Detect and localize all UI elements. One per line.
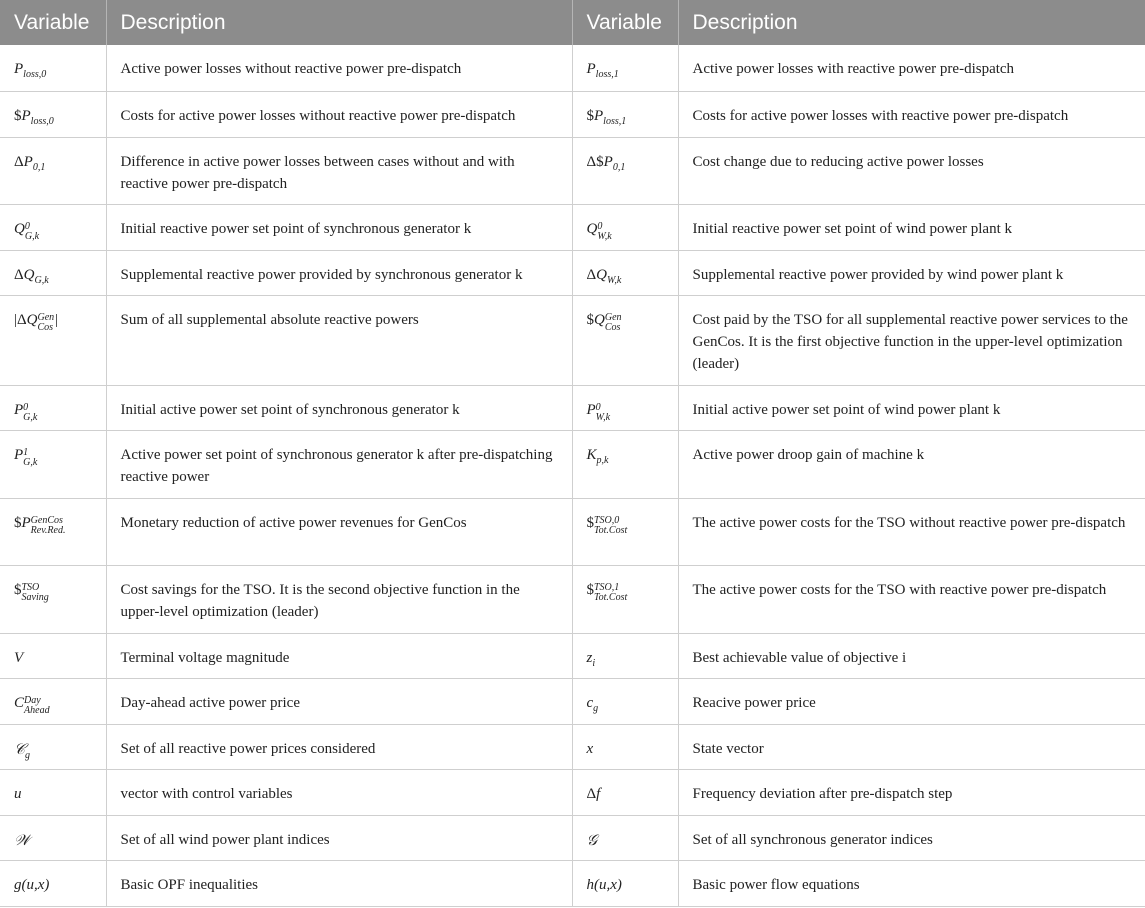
symbol-suffix: (u,x) <box>21 876 50 893</box>
symbol-superscript: Day <box>24 694 41 706</box>
symbol-prefix: $ <box>586 514 594 531</box>
description-cell: Set of all wind power plant indices <box>106 815 572 860</box>
symbol-subscript: Tot.Cost <box>594 591 628 603</box>
symbol-superscript: TSO,0 <box>594 514 620 526</box>
symbol-scripts <box>594 516 627 536</box>
symbol-base: Q <box>596 266 607 283</box>
symbol-subscript: Tot.Cost <box>594 524 628 536</box>
description-cell: Set of all reactive power prices considered <box>106 724 572 769</box>
symbol-scripts <box>597 222 611 242</box>
symbol-base: 𝒲 <box>14 830 30 849</box>
header-variable-2: Variable <box>572 0 678 45</box>
variable-cell <box>572 430 678 498</box>
symbol-base: Q <box>23 266 35 283</box>
symbol-prefix: Δ <box>14 153 24 170</box>
table-row <box>0 91 1145 137</box>
variable-cell <box>0 45 106 91</box>
variable-cell <box>0 633 106 678</box>
symbol-scripts <box>23 448 37 468</box>
symbol-subscript: loss,1 <box>603 115 627 127</box>
symbol-superscript: Gen <box>37 311 55 323</box>
symbol-prefix: $ <box>586 581 594 598</box>
description-cell: Cost savings for the TSO. It is the second objective function in the upper-level optimization (leader) <box>106 565 572 633</box>
variable-cell <box>572 91 678 137</box>
description-cell: Initial reactive power set point of wind power plant k <box>678 204 1145 250</box>
symbol-prefix: |Δ <box>14 311 27 328</box>
variable-cell <box>0 91 106 137</box>
variable-cell <box>572 385 678 430</box>
variable-cell <box>572 45 678 91</box>
variable-cell <box>0 385 106 430</box>
description-cell: Active power droop gain of machine k <box>678 430 1145 498</box>
symbol-subscript: g <box>593 702 599 714</box>
variable-cell <box>572 498 678 565</box>
description-cell: State vector <box>678 724 1145 769</box>
symbol-base: u <box>14 785 22 802</box>
description-cell: Basic power flow equations <box>678 860 1145 906</box>
symbol-prefix: Δ <box>14 266 24 283</box>
table-row <box>0 430 1145 498</box>
table-row <box>0 45 1145 91</box>
table-row <box>0 633 1145 678</box>
symbol-base: 𝒞 <box>14 739 25 758</box>
description-cell: Best achievable value of objective i <box>678 633 1145 678</box>
symbol-base: P <box>603 153 613 170</box>
header-description-2: Description <box>678 0 1145 45</box>
table-row <box>0 860 1145 906</box>
symbol-base: P <box>14 61 24 77</box>
symbol-base: P <box>21 107 31 124</box>
symbol-superscript: TSO <box>21 581 40 593</box>
variable-cell <box>0 565 106 633</box>
symbol-subscript: W,k <box>597 230 612 242</box>
symbol-superscript: 1 <box>23 446 29 458</box>
description-cell: Sum of all supplemental absolute reactive powers <box>106 295 572 385</box>
symbol-prefix: $ <box>586 311 594 328</box>
table-body <box>0 45 1145 906</box>
symbol-base: V <box>14 649 24 666</box>
symbol-base: z <box>586 649 593 666</box>
description-cell: Basic OPF inequalities <box>106 860 572 906</box>
symbol-base: P <box>21 514 31 531</box>
symbol-subscript: W,k <box>607 274 622 286</box>
symbol-subscript: i <box>592 657 596 669</box>
symbol-superscript: 0 <box>595 401 601 413</box>
symbol-prefix: Δ <box>586 266 597 283</box>
symbol-superscript: GenCos <box>30 514 63 526</box>
description-cell: Initial reactive power set point of synchronous generator k <box>106 204 572 250</box>
variable-cell <box>572 633 678 678</box>
symbol-subscript: Rev.Red. <box>30 524 66 536</box>
variable-cell <box>0 678 106 724</box>
symbol-scripts <box>596 403 610 423</box>
variable-cell <box>0 498 106 565</box>
symbol-subscript: loss,1 <box>595 69 619 80</box>
variable-cell <box>0 769 106 815</box>
symbol-base: 𝒢 <box>586 830 598 849</box>
table-header <box>0 0 1145 45</box>
table-row <box>0 565 1145 633</box>
description-cell: Costs for active power losses with reactive power pre-dispatch <box>678 91 1145 137</box>
symbol-base: P <box>586 61 596 77</box>
variable-cell <box>0 430 106 498</box>
symbol-scripts <box>25 222 39 242</box>
symbol-superscript: 0 <box>23 401 29 413</box>
variable-cell <box>0 250 106 295</box>
header-variable-1: Variable <box>0 0 106 45</box>
symbol-base: Q <box>586 220 598 237</box>
symbol-base: Q <box>594 311 605 328</box>
variable-cell <box>0 137 106 204</box>
symbol-base: Q <box>14 220 25 237</box>
symbol-prefix: Δ$ <box>586 153 604 170</box>
description-cell: vector with control variables <box>106 769 572 815</box>
header-row <box>0 0 1145 45</box>
symbol-prefix: Δ <box>586 785 597 802</box>
table-row <box>0 769 1145 815</box>
table-row <box>0 498 1145 565</box>
description-cell: Cost paid by the TSO for all supplemental reactive power services to the GenCos. It is the first objective function in the upper-level optimization (leader) <box>678 295 1145 385</box>
symbol-base: P <box>14 401 24 418</box>
symbol-subscript: G,k <box>23 411 38 423</box>
symbol-scripts <box>594 583 627 603</box>
description-cell: Active power losses without reactive power pre-dispatch <box>106 45 572 91</box>
variable-cell <box>572 769 678 815</box>
symbol-superscript: 0 <box>24 220 30 232</box>
description-cell: Set of all synchronous generator indices <box>678 815 1145 860</box>
symbol-prefix: $ <box>14 514 22 531</box>
description-cell: Supplemental reactive power provided by wind power plant k <box>678 250 1145 295</box>
symbol-base: Q <box>26 311 38 328</box>
description-cell: Active power losses with reactive power pre-dispatch <box>678 45 1145 91</box>
symbol-subscript: W,k <box>595 411 611 423</box>
table-row <box>0 385 1145 430</box>
variable-cell <box>572 565 678 633</box>
table-row <box>0 250 1145 295</box>
symbol-subscript: loss,0 <box>30 115 54 127</box>
symbol-base: P <box>594 107 604 124</box>
description-cell: Initial active power set point of synchronous generator k <box>106 385 572 430</box>
table-row <box>0 204 1145 250</box>
symbol-scripts <box>31 516 66 536</box>
symbol-base: P <box>23 153 33 170</box>
symbol-subscript: Cos <box>37 321 54 333</box>
description-cell: Day-ahead active power price <box>106 678 572 724</box>
symbol-suffix: | <box>54 311 59 328</box>
symbol-base: P <box>14 446 24 463</box>
symbol-base: c <box>586 694 594 711</box>
symbol-superscript: TSO,1 <box>594 581 620 593</box>
symbol-base: P <box>586 401 596 418</box>
header-description-1: Description <box>106 0 572 45</box>
variable-cell <box>572 204 678 250</box>
symbol-subscript: g <box>24 749 30 761</box>
symbol-base: f <box>596 785 601 802</box>
description-cell: Initial active power set point of wind power plant k <box>678 385 1145 430</box>
description-cell: The active power costs for the TSO without reactive power pre-dispatch <box>678 498 1145 565</box>
symbol-base: h <box>586 876 594 893</box>
symbol-subscript: Saving <box>21 591 49 603</box>
symbol-subscript: 0,1 <box>612 161 626 173</box>
symbol-superscript: 0 <box>597 220 603 232</box>
description-cell: Difference in active power losses between cases without and with reactive power pre-dispatch <box>106 137 572 204</box>
symbol-base: x <box>586 740 594 757</box>
symbol-prefix: $ <box>14 581 22 598</box>
symbol-subscript: Cos <box>604 321 621 333</box>
symbol-prefix: $ <box>586 107 594 124</box>
description-cell: Cost change due to reducing active power losses <box>678 137 1145 204</box>
description-cell: Costs for active power losses without reactive power pre-dispatch <box>106 91 572 137</box>
symbol-superscript: Gen <box>604 311 622 323</box>
symbol-subscript: G,k <box>34 274 49 286</box>
symbol-scripts <box>24 696 50 716</box>
description-cell: Reacive power price <box>678 678 1145 724</box>
symbol-base: K <box>586 446 597 463</box>
symbol-suffix: (u,x) <box>594 876 622 893</box>
symbol-scripts <box>22 583 49 603</box>
variable-cell <box>572 815 678 860</box>
description-cell: Terminal voltage magnitude <box>106 633 572 678</box>
symbol-subscript: G,k <box>23 456 38 468</box>
variable-cell <box>0 724 106 769</box>
symbol-subscript: G,k <box>24 230 40 242</box>
description-cell: The active power costs for the TSO with reactive power pre-dispatch <box>678 565 1145 633</box>
description-cell: Active power set point of synchronous generator k after pre-dispatching reactive power <box>106 430 572 498</box>
symbol-base: g <box>14 876 22 893</box>
table-row <box>0 295 1145 385</box>
variable-cell <box>0 860 106 906</box>
symbol-subscript: p,k <box>596 454 609 466</box>
table-row <box>0 724 1145 769</box>
symbol-base: C <box>14 694 25 711</box>
variable-cell <box>0 204 106 250</box>
description-cell: Frequency deviation after pre-dispatch step <box>678 769 1145 815</box>
variable-cell <box>572 724 678 769</box>
symbol-scripts <box>23 403 37 423</box>
variable-cell <box>0 295 106 385</box>
variable-cell <box>572 295 678 385</box>
symbol-scripts <box>605 313 622 333</box>
variable-cell <box>572 137 678 204</box>
symbol-subscript: Ahead <box>24 704 50 716</box>
variable-cell <box>0 815 106 860</box>
table-row <box>0 678 1145 724</box>
description-cell: Monetary reduction of active power revenues for GenCos <box>106 498 572 565</box>
symbol-prefix: $ <box>14 107 22 124</box>
description-cell: Supplemental reactive power provided by synchronous generator k <box>106 250 572 295</box>
symbol-subscript: 0,1 <box>32 161 46 173</box>
table-row <box>0 137 1145 204</box>
variable-cell <box>572 250 678 295</box>
symbol-scripts <box>38 313 55 333</box>
variable-cell <box>572 860 678 906</box>
table-row <box>0 815 1145 860</box>
symbol-subscript: loss,0 <box>23 69 47 80</box>
variable-cell <box>572 678 678 724</box>
